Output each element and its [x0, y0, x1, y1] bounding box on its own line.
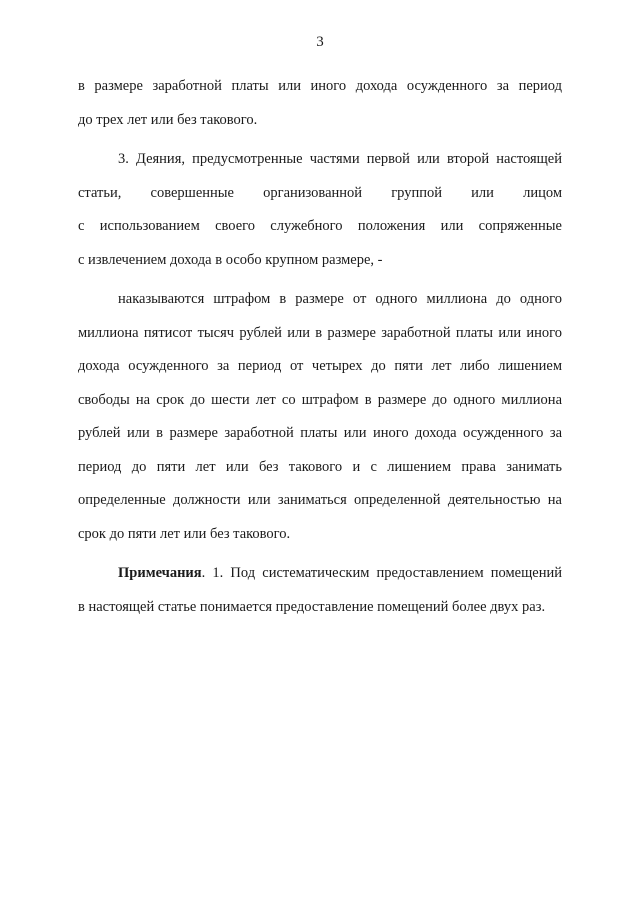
- text-line: свободы на срок до шести лет со штрафом в размере до одного миллиона: [78, 391, 562, 408]
- text-line: дохода осужденного за период от четырех до пяти лет либо лишением: [78, 358, 562, 374]
- text-line: 3. Деяния, предусмотренные частями первой или второй настоящей: [118, 151, 562, 167]
- document-body: [78, 70, 562, 624]
- text-line: миллиона пятисот тысяч рублей или в размере заработной платы или иного: [78, 324, 562, 341]
- note-label: Примечания: [118, 565, 202, 581]
- paragraph-part-3: [78, 143, 562, 277]
- text-line: рублей или в размере заработной платы или иного дохода осужденного за: [78, 425, 562, 441]
- page-number: 3: [316, 34, 324, 50]
- text-line: наказываются штрафом в размере от одного миллиона до одного: [118, 291, 562, 307]
- paragraph-continuation: [78, 70, 562, 137]
- text-line: до трех лет или без такового.: [78, 111, 258, 128]
- paragraph-punishment: [78, 283, 562, 551]
- text-line: в размере заработной платы или иного дохода осужденного за период: [78, 78, 562, 94]
- paragraph-note: [78, 557, 562, 624]
- note-first-line: [78, 557, 562, 591]
- text-line: период до пяти лет или без такового и с лишением права занимать: [78, 458, 562, 475]
- text-line: срок до пяти лет или без такового.: [78, 525, 291, 542]
- text-line: с извлечением дохода в особо крупном размере, -: [78, 251, 383, 268]
- note-text: . 1. Под систематическим предоставлением помещений: [201, 565, 562, 581]
- text-line: статьи, совершенные организованной группой или лицом: [78, 184, 562, 201]
- text-line: определенные должности или заниматься определенной деятельностью на: [78, 492, 562, 508]
- text-line: с использованием своего служебного положения или сопряженные: [78, 218, 562, 234]
- text-line: в настоящей статье понимается предоставление помещений более двух раз.: [78, 598, 546, 615]
